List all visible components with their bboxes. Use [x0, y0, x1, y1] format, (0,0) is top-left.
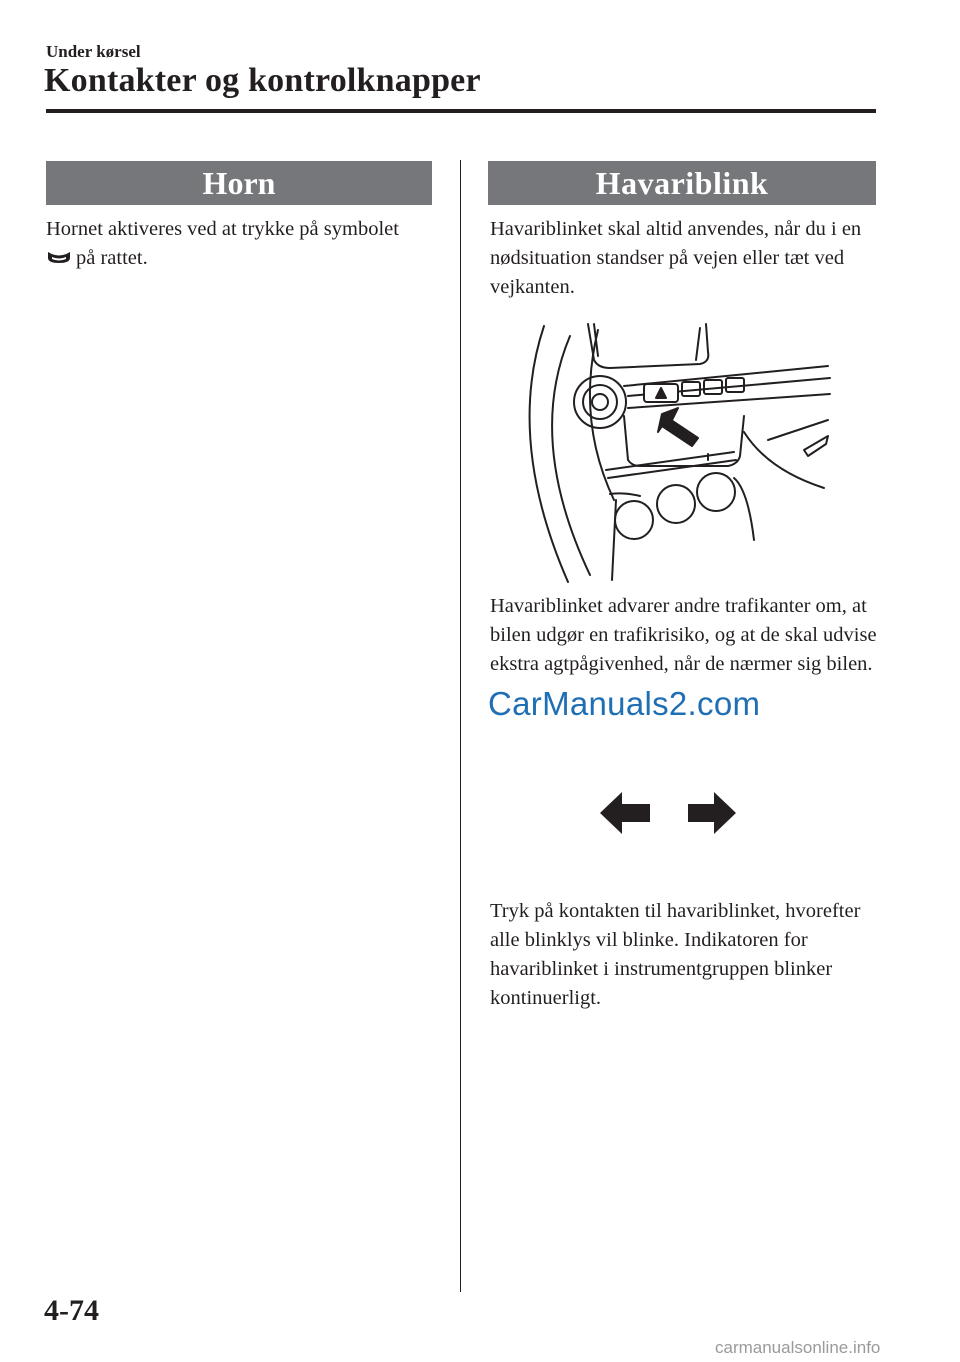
hazard-intro-text: Havariblinket skal altid anvendes, når du i en nødsituation standser på vejen eller tæt ved vejkanten. — [490, 218, 862, 298]
hazard-switch-dashboard-illustration — [528, 320, 848, 590]
watermark: CarManuals2.com — [488, 685, 761, 722]
column-divider — [460, 160, 461, 1292]
hazard-turn-arrows-icon — [598, 790, 738, 841]
hazard-description-text: Havariblinket advarer andre trafikanter om, at bilen udgør en trafikrisiko, og at de skal udvise ekstra agtpågivenhed, når de nærmer sig bilen. — [490, 595, 877, 675]
page-number: 4-74 — [44, 1294, 99, 1327]
footer-site-label: carmanualsonline.info — [715, 1338, 881, 1357]
horn-heading: Horn — [46, 161, 432, 205]
horn-text-part-1: Hornet aktiveres ved at trykke på symbolet — [46, 218, 399, 240]
horn-text-part-2: på rattet. — [76, 247, 148, 269]
chapter-title: Kontakter og kontrolknapper — [44, 62, 481, 99]
hazard-heading: Havariblink — [488, 161, 876, 205]
section-label: Under kørsel — [46, 42, 141, 61]
hazard-instruction-text: Tryk på kontakten til havariblinket, hvorefter alle blinklys vil blinke. Indikatoren for havariblinket i instrumentgruppen blinker kontinuerligt. — [490, 900, 861, 1009]
horn-description — [46, 215, 446, 275]
horn-icon — [46, 246, 72, 275]
top-rule — [46, 109, 876, 113]
